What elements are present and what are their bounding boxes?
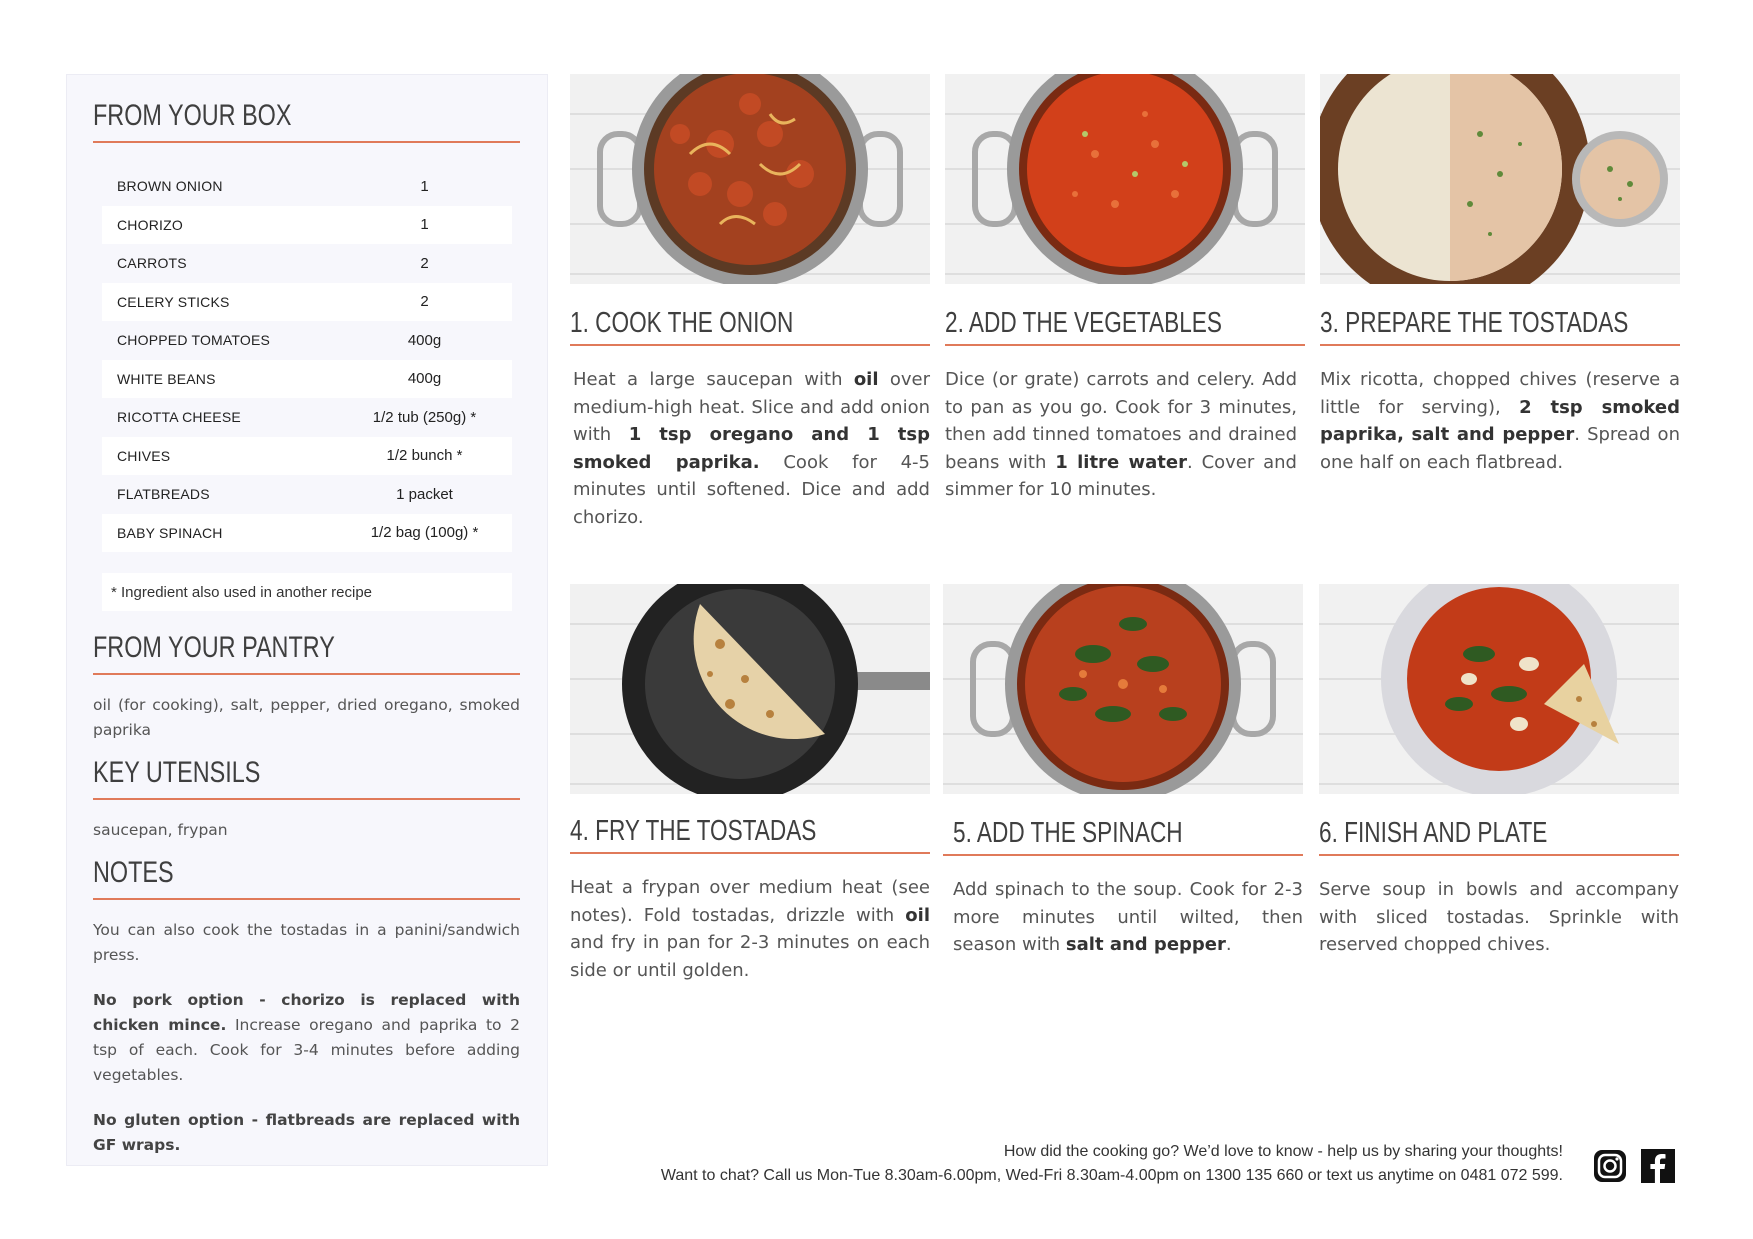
ingredient-row xyxy=(102,437,512,476)
divider xyxy=(943,854,1303,856)
step-1-text xyxy=(573,366,930,531)
step-1-title: 1. COOK THE ONION xyxy=(570,307,794,339)
instagram-icon[interactable] xyxy=(1592,1148,1628,1184)
ingredient-name: RICOTTA CHEESE xyxy=(117,409,241,426)
step-2-title: 2. ADD THE VEGETABLES xyxy=(945,307,1222,339)
ingredient-table xyxy=(102,167,512,552)
ingredient-name: CHORIZO xyxy=(117,216,183,233)
divider xyxy=(945,344,1305,346)
text-part: . Spread on one half on each flatbread. xyxy=(1320,424,1680,473)
utensils-text: saucepan, frypan xyxy=(93,821,228,839)
notes-no-pork-text: Increase oregano and paprika to 2 tsp of each. Cook for 3-4 minutes before adding vegetables. xyxy=(93,1016,520,1084)
step-4-text xyxy=(570,874,930,984)
notes-text: You can also cook the tostadas in a panini/sandwich press. xyxy=(93,921,520,964)
ingredient-qty: 2 xyxy=(420,254,429,272)
text-bold: 2 tsp smoked paprika, salt and pepper xyxy=(1320,396,1680,445)
utensils-title: KEY UTENSILS xyxy=(93,756,261,789)
step-3-photo xyxy=(1320,74,1680,284)
feedback-line: How did the cooking go? We’d love to know - help us by sharing your thoughts! xyxy=(1003,1143,1563,1160)
text-part: Mix ricotta, chopped chives (reserve a little for serving), xyxy=(1320,369,1680,418)
divider xyxy=(93,673,520,675)
divider xyxy=(570,852,930,854)
notes-title: NOTES xyxy=(93,856,174,889)
ingredient-name: CHIVES xyxy=(117,447,171,464)
ingredient-name: WHITE BEANS xyxy=(117,370,216,387)
text-bold: 1 litre water xyxy=(1055,451,1187,473)
step-5-title: 5. ADD THE SPINACH xyxy=(953,817,1183,849)
step-3-text xyxy=(1320,366,1680,476)
ingredient-row xyxy=(102,514,512,553)
notes-no-pork-bold: No pork option - chorizo is replaced with chicken mince. xyxy=(93,991,520,1034)
text-part: over medium-high heat. Slice and add onion with xyxy=(573,369,930,445)
divider xyxy=(1319,854,1679,856)
text-bold: oil xyxy=(853,369,879,390)
text-part: Cook for 4-5 minutes until softened. Dice and add chorizo. xyxy=(573,451,930,528)
ingredient-row xyxy=(102,167,512,206)
text-part: Heat a frypan over medium heat (see notes). Fold tostadas, drizzle with xyxy=(570,877,930,926)
step-6-photo xyxy=(1319,584,1679,794)
text-part: Heat a large saucepan with xyxy=(573,369,854,390)
text-part: Add spinach to the soup. Cook for 2-3 more minutes until wilted, then season with xyxy=(953,879,1303,955)
step-4 xyxy=(570,584,930,984)
notes-no-gluten-bold: No gluten option - flatbreads are replaced with GF wraps. xyxy=(93,1111,520,1154)
step-4-title: 4. FRY THE TOSTADAS xyxy=(570,815,817,847)
ingredient-qty: 1/2 tub (250g) * xyxy=(372,408,477,426)
contact-line: Want to chat? Call us Mon-Tue 8.30am-6.00pm, Wed-Fri 8.30am-4.00pm on 1300 135 660 or text us anytime on 0481 072 599. xyxy=(660,1167,1563,1184)
notes-section xyxy=(93,856,520,1158)
pantry-text: oil (for cooking), salt, pepper, dried oregano, smoked paprika xyxy=(93,696,520,739)
ingredient-qty: 1 xyxy=(420,216,429,234)
divider xyxy=(570,344,930,346)
text-part: . Cover and simmer for 10 minutes. xyxy=(945,451,1297,500)
ingredient-qty: 1/2 bag (100g) * xyxy=(370,524,479,542)
ingredient-name: BROWN ONION xyxy=(117,178,223,195)
step-2-photo xyxy=(945,74,1305,284)
ingredient-qty: 400g xyxy=(407,331,442,349)
step-4-photo xyxy=(570,584,930,794)
ingredient-name: CELERY STICKS xyxy=(117,293,230,310)
text-part: and fry in pan for 2-3 minutes on each side or until golden. xyxy=(570,932,930,981)
divider xyxy=(93,898,520,900)
ingredient-name: FLATBREADS xyxy=(117,486,210,503)
ingredient-row xyxy=(102,206,512,245)
step-5-photo xyxy=(943,584,1303,794)
step-3 xyxy=(1320,74,1680,476)
utensils-section xyxy=(93,756,520,843)
ingredient-row xyxy=(102,475,512,514)
pantry-title: FROM YOUR PANTRY xyxy=(93,631,335,664)
step-3-title: 3. PREPARE THE TOSTADAS xyxy=(1320,307,1629,339)
notes-no-pork xyxy=(93,988,520,1088)
text-part: . xyxy=(1225,934,1232,955)
ingredient-row xyxy=(102,321,512,360)
ingredient-name: CARROTS xyxy=(117,255,187,272)
from-your-box-title: FROM YOUR BOX xyxy=(93,99,292,132)
ingredient-name: CHOPPED TOMATOES xyxy=(117,332,271,349)
pantry-section xyxy=(93,631,520,743)
ingredients-panel xyxy=(66,74,548,1166)
step-6-title: 6. FINISH AND PLATE xyxy=(1319,817,1548,849)
ingredient-name: BABY SPINACH xyxy=(117,524,223,541)
from-your-box-section xyxy=(93,99,520,143)
step-1-photo xyxy=(570,74,930,284)
ingredient-row xyxy=(102,360,512,399)
divider xyxy=(1320,344,1680,346)
ingredient-qty: 1 xyxy=(420,177,429,195)
ingredient-row xyxy=(102,398,512,437)
step-6-text: Serve soup in bowls and accompany with sliced tostadas. Sprinkle with reserved chopped chives. xyxy=(1319,879,1679,955)
ingredient-row xyxy=(102,244,512,283)
divider xyxy=(93,141,520,143)
step-5-text xyxy=(953,876,1303,959)
ingredient-row xyxy=(102,283,512,322)
ingredient-qty: 1/2 bunch * xyxy=(386,447,463,465)
ingredient-qty: 1 packet xyxy=(396,485,453,503)
step-1 xyxy=(570,74,930,531)
text-bold: 1 tsp oregano and 1 tsp smoked paprika. xyxy=(573,424,930,473)
step-2 xyxy=(945,74,1305,504)
ingredient-qty: 400g xyxy=(407,370,442,388)
text-part: Dice (or grate) carrots and celery. Add to pan as you go. Cook for 3 minutes, then add tinned tomatoes and drained beans with xyxy=(945,369,1297,473)
text-bold: oil xyxy=(905,904,930,926)
ingredient-footnote: * Ingredient also used in another recipe xyxy=(102,573,512,611)
step-6 xyxy=(1319,584,1679,959)
facebook-icon[interactable] xyxy=(1640,1148,1676,1184)
ingredient-qty: 2 xyxy=(420,293,429,311)
divider xyxy=(93,798,520,800)
text-bold: salt and pepper xyxy=(1065,934,1226,955)
step-5 xyxy=(943,584,1303,959)
step-2-text xyxy=(945,366,1297,504)
notes-no-gluten xyxy=(93,1108,520,1158)
